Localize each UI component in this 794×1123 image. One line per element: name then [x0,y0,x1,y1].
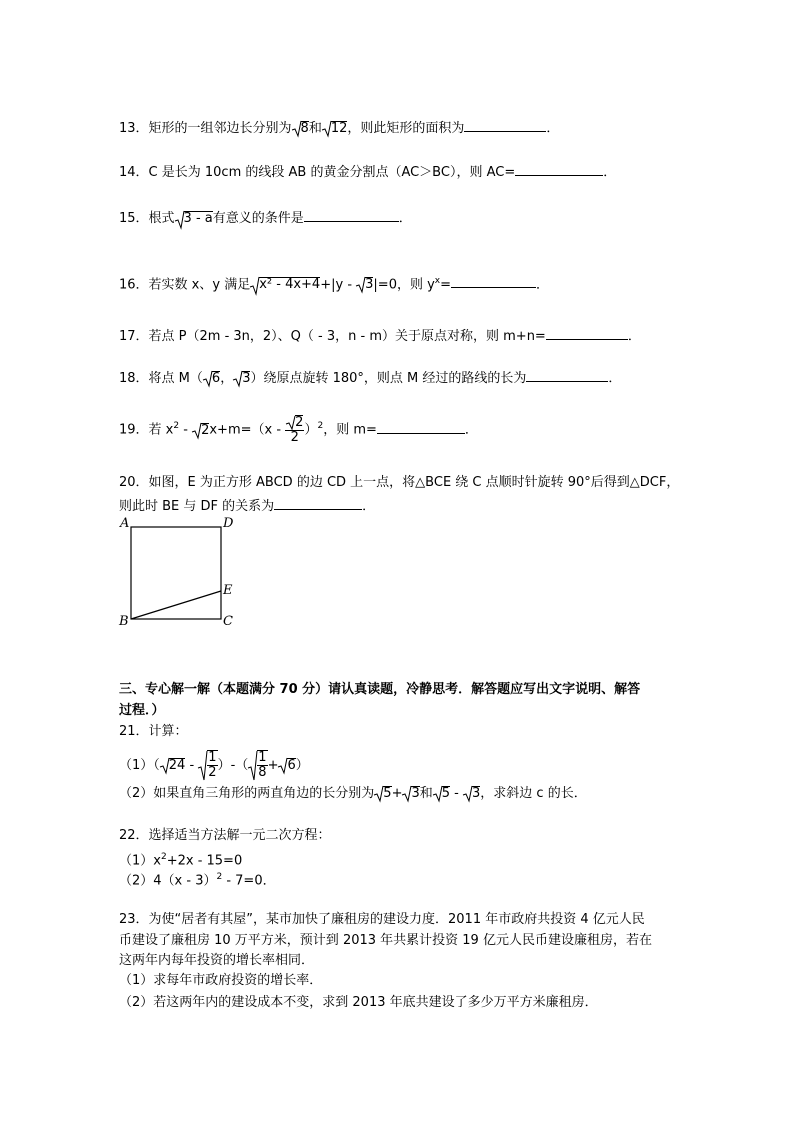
sqrt-3-minus-a: 3 - a [175,210,213,228]
question-15: 15．根式 3 - a 有意义的条件是 ． [119,208,412,228]
answer-blank[interactable] [526,368,608,382]
question-13: 13．矩形的一组邻边长分别为 8 和 12 ，则此矩形的面积为 ． [119,118,559,138]
sqrt-6: 6 [278,757,295,775]
question-22-part2: （2）4（x - 3）$^2$ - 7=0． [119,872,276,889]
fraction-sqrt2-over-2: $\frac{2}{2}$ [285,415,304,445]
label-c: C [223,614,233,629]
answer-blank[interactable] [515,162,603,176]
q16-text: 16．若实数 x、y 满足 [119,277,251,293]
question-21-title: 21．计算： [119,724,188,739]
answer-blank[interactable] [274,496,362,510]
answer-blank[interactable] [464,118,546,132]
section-3-heading-line2: 过程．） [119,703,165,718]
q14-text: 14．C 是长为 10cm 的线段 AB 的黄金分割点（AC＞BC），则 AC= [119,165,516,180]
square-figure [117,518,247,638]
sqrt-12: 12 [322,120,348,138]
label-a: A [120,516,130,531]
q13-text: 13．矩形的一组邻边长分别为 [119,121,292,136]
answer-blank[interactable] [377,420,465,434]
sqrt-x2-4x-4: x² - 4x+4 [250,276,320,294]
question-23-line1: 23．为使“居者有其屋”，某市加快了廉租房的建设力度．2011 年市政府共投资 4 亿元人民 [119,912,645,927]
answer-blank[interactable] [546,326,628,340]
sqrt-5: 5 [433,785,450,803]
question-22-part1: $(1)x^2+2x - 15=0$ [119,852,243,869]
sqrt-3: 3 [463,785,480,803]
question-21-part1: （1）（ 24 - $\frac{1}{2}$ ）-（ $\frac{1}{8}$ + 6 ） [119,750,309,780]
question-21-part2: （2）如果直角三角形的两直角边的长分别为 5 + 3 和 5 - 3 ，求斜边 c 的长． [119,786,587,801]
question-22-title: 22．选择适当方法解一元二次方程： [119,828,331,843]
answer-blank[interactable] [304,208,399,222]
q18-text: 18．将点 M（ [119,371,203,386]
q19-text: 19．若 x [119,422,174,438]
question-17: 17．若点 P（2m - 3n，2）、Q（ - 3，n - m）关于原点对称，则 m+n= ． [119,326,641,346]
question-18: 18．将点 M（ 6 ， 3 ）绕原点旋转 180°，则点 M 经过的路线的长为 ． [119,368,621,388]
question-16: 16．若实数 x、y 满足 x² - 4x+4 +|y - 3 |=0，则 $y^x=$ ． [119,276,550,293]
question-20-line1: 20．如图，E 为正方形 ABCD 的边 CD 上一点，将△BCE 绕 C 点顺时针旋转 90°后得到△DCF， [119,475,680,490]
question-19: 19．若 $x^2 - 2$ x+m=（x - $\frac{2}{2}$ ）$^2$，则 m= ． [119,415,478,445]
question-23-part2: （2）若这两年内的建设成本不变，求到 2013 年底共建设了多少万平方米廉租房． [119,995,598,1010]
sqrt-8: 8 [292,120,309,138]
q15-text: 15．根式 [119,211,175,226]
sqrt-3: 3 [233,370,250,388]
sqrt-24: 24 [160,757,186,775]
q17-text: 17．若点 P（2m - 3n，2）、Q（ - 3，n - m）关于原点对称，则 m+n= [119,329,546,344]
question-23-line3: 这两年内每年投资的增长率相同． [119,953,315,968]
sqrt-2: 2 [192,422,209,440]
label-b: B [119,614,129,629]
label-e: E [223,583,233,598]
section-3-heading-line1: 三、专心解一解（本题满分 70 分）请认真读题，冷静思考．解答题应写出文字说明、解答 [119,682,641,697]
sqrt-3: 3 [356,276,373,294]
question-14: 14．C 是长为 10cm 的线段 AB 的黄金分割点（AC＞BC），则 AC= ． [119,162,616,182]
sqrt-one-eighth: $\frac{1}{8}$ [248,750,267,780]
question-23-line2: 币建设了廉租房 10 万平方米，预计到 2013 年共累计投资 19 亿元人民币建设廉租房，若在 [119,933,652,948]
sqrt-3: 3 [402,785,419,803]
sqrt-5: 5 [374,785,391,803]
sqrt-half: $\frac{1}{2}$ [198,750,217,780]
answer-blank[interactable] [451,274,536,288]
question-20-line2: 则此时 BE 与 DF 的关系为 ． [119,496,375,516]
question-23-part1: （1）求每年市政府投资的增长率． [119,973,323,988]
sqrt-6: 6 [203,370,220,388]
label-d: D [223,516,234,531]
